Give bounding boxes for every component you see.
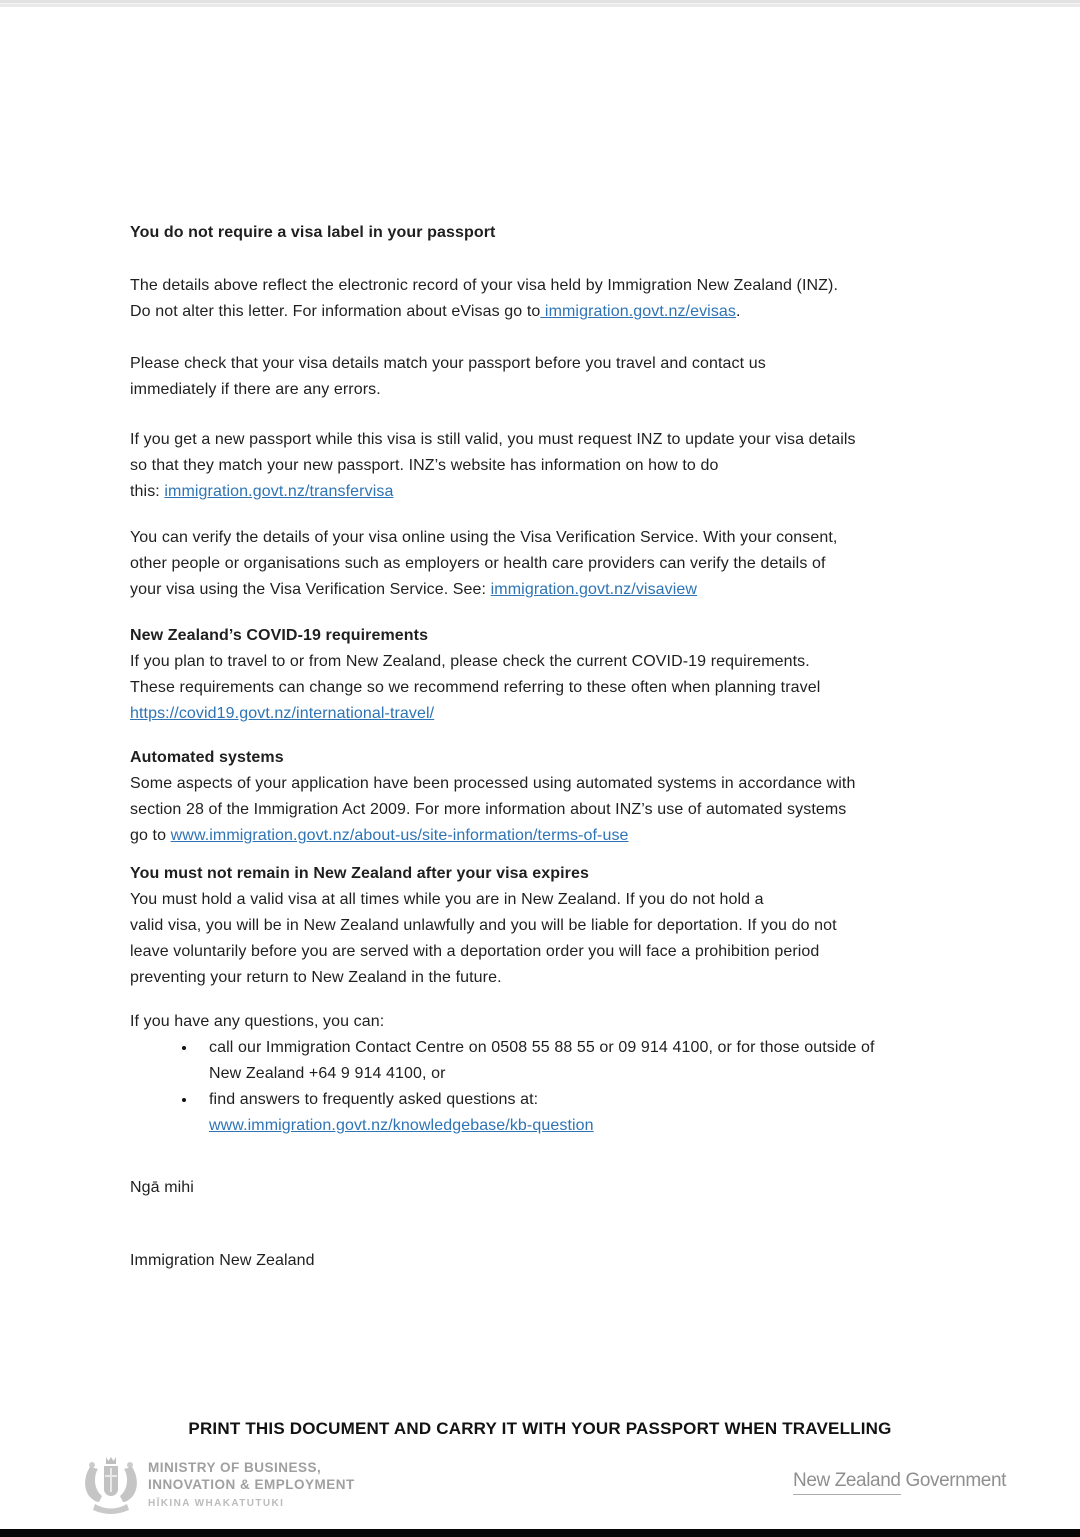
nz-government-logo (793, 1470, 1006, 1492)
signoff: Ngā mihi (130, 1179, 194, 1196)
heading-no-visa-label: You do not require a visa label in your passport (130, 224, 496, 241)
text-run: These requirements can change so we recommend referring to these often when planning travel (130, 679, 821, 696)
hyperlink[interactable]: www.immigration.govt.nz/knowledgebase/kb-question (209, 1117, 594, 1134)
text-run: immediately if there are any errors. (130, 381, 381, 398)
mbie-logo-text (148, 1453, 355, 1510)
heading-automated-systems: Automated systems (130, 749, 284, 766)
text-run: If you plan to travel to or from New Zealand, please check the current COVID-19 requirements. (130, 653, 810, 670)
para-evisa-record (130, 273, 982, 325)
text-run: call our Immigration Contact Centre on 0508 55 88 55 or 09 914 4100, or for those outside of (209, 1039, 875, 1056)
nz-government-rest-text: Government (900, 1470, 1006, 1491)
text-run: Some aspects of your application have been processed using automated systems in accordance with (130, 775, 856, 792)
mbie-line3: HĪKINA WHAKATUTUKI (148, 1498, 285, 1509)
para-check-details (130, 351, 982, 403)
text-run: New Zealand +64 9 914 4100, or (209, 1065, 446, 1082)
text-run: your visa using the Visa Verification Service. See: (130, 581, 491, 598)
text-run: The details above reflect the electronic record of your visa held by Immigration New Zealand (INZ). (130, 277, 838, 294)
para-covid-requirements (130, 649, 982, 727)
text-run: go to (130, 827, 171, 844)
text-run: other people or organisations such as employers or health care providers can verify the details of (130, 555, 826, 572)
page-top-edge (0, 0, 1080, 7)
text-run: Do not alter this letter. For information about eVisas go to (130, 303, 541, 320)
para-new-passport (130, 427, 982, 505)
para-automated-systems (130, 771, 982, 849)
text-run: leave voluntarily before you are served with a deportation order you will face a prohibition period (130, 943, 820, 960)
text-run: this: (130, 483, 165, 500)
text-run: If you get a new passport while this visa is still valid, you must request INZ to update your visa details (130, 431, 856, 448)
heading-covid-requirements: New Zealand’s COVID-19 requirements (130, 627, 429, 644)
hyperlink[interactable]: immigration.govt.nz/transfervisa (164, 483, 394, 500)
text-run: Please check that your visa details match your passport before you travel and contact us (130, 355, 766, 372)
heading-visa-expiry: You must not remain in New Zealand after your visa expires (130, 865, 589, 882)
text-run: You must hold a valid visa at all times while you are in New Zealand. If you do not hold a (130, 891, 764, 908)
page-bottom-edge (0, 1529, 1080, 1537)
hyperlink[interactable]: immigration.govt.nz/evisas (540, 303, 737, 320)
hyperlink[interactable]: immigration.govt.nz/visaview (490, 581, 698, 598)
mbie-logo (83, 1453, 355, 1522)
signature: Immigration New Zealand (130, 1252, 315, 1269)
list-item-faq (197, 1087, 982, 1139)
nz-government-underlined-text: New Zealand (793, 1470, 901, 1495)
print-instruction: PRINT THIS DOCUMENT AND CARRY IT WITH YOUR PASSPORT WHEN TRAVELLING (188, 1419, 892, 1438)
text-run: valid visa, you will be in New Zealand unlawfully and you will be liable for deportation. If you do not (130, 917, 837, 934)
hyperlink[interactable]: https://covid19.govt.nz/international-travel/ (130, 705, 435, 722)
letter-body (130, 220, 982, 1274)
text-run: section 28 of the Immigration Act 2009. For more information about INZ’s use of automated systems (130, 801, 847, 818)
text-run: find answers to frequently asked questions at: (209, 1091, 539, 1108)
text-run: . (736, 303, 741, 320)
text-run: You can verify the details of your visa online using the Visa Verification Service. With your consent, (130, 529, 838, 546)
mbie-coat-of-arms-icon (83, 1455, 139, 1522)
text-run: so that they match your new passport. INZ’s website has information on how to do (130, 457, 719, 474)
mbie-line2: INNOVATION & EMPLOYMENT (148, 1477, 355, 1492)
questions-intro: If you have any questions, you can: (130, 1013, 385, 1030)
para-visa-verification (130, 525, 982, 603)
mbie-line1: MINISTRY OF BUSINESS, (148, 1460, 322, 1475)
questions-list (130, 1035, 982, 1139)
text-run: preventing your return to New Zealand in the future. (130, 969, 502, 986)
hyperlink[interactable]: www.immigration.govt.nz/about-us/site-information/terms-of-use (170, 827, 629, 844)
para-visa-expiry (130, 887, 982, 991)
list-item-contact-centre (197, 1035, 982, 1087)
